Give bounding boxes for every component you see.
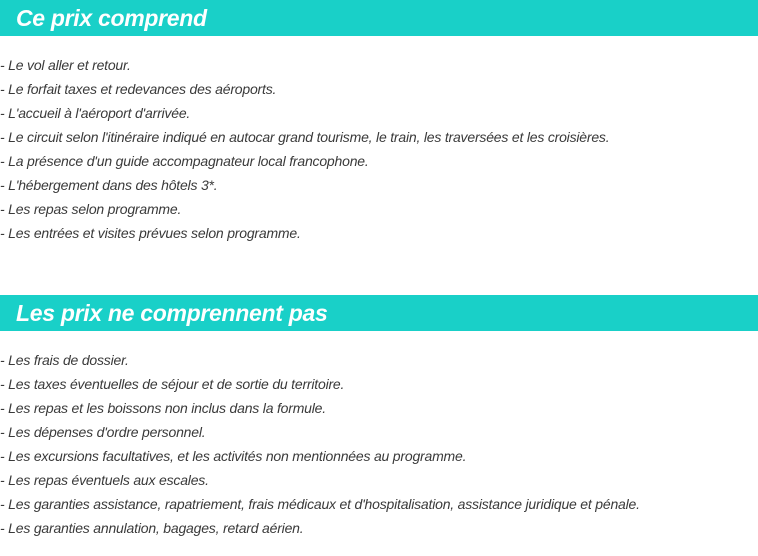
list-item: - Le circuit selon l'itinéraire indiqué en autocar grand tourisme, le train, les traversées et les croisières. [0,129,610,145]
list-item: - Les garanties assistance, rapatriement, frais médicaux et d'hospitalisation, assistance juridique et pénale. [0,496,640,512]
list-item: - Le vol aller et retour. [0,57,131,73]
list-item: - La présence d'un guide accompagnateur local francophone. [0,153,369,169]
list-item: - L'hébergement dans des hôtels 3*. [0,177,218,193]
list-item: - L'accueil à l'aéroport d'arrivée. [0,105,191,121]
list-item: - Les dépenses d'ordre personnel. [0,424,206,440]
list-item: - Les entrées et visites prévues selon programme. [0,225,301,241]
list-item: - Les taxes éventuelles de séjour et de sortie du territoire. [0,376,345,392]
included-list [0,53,609,245]
list-item: - Les frais de dossier. [0,352,129,368]
list-item: - Le forfait taxes et redevances des aéroports. [0,81,277,97]
list-item: - Les repas selon programme. [0,201,182,217]
section-heading-included: Ce prix comprend [0,0,758,36]
section-heading-excluded: Les prix ne comprennent pas [0,295,758,331]
excluded-list [0,348,640,540]
list-item: - Les repas éventuels aux escales. [0,472,209,488]
list-item: - Les garanties annulation, bagages, retard aérien. [0,520,304,536]
list-item: - Les excursions facultatives, et les activités non mentionnées au programme. [0,448,467,464]
list-item: - Les repas et les boissons non inclus dans la formule. [0,400,326,416]
